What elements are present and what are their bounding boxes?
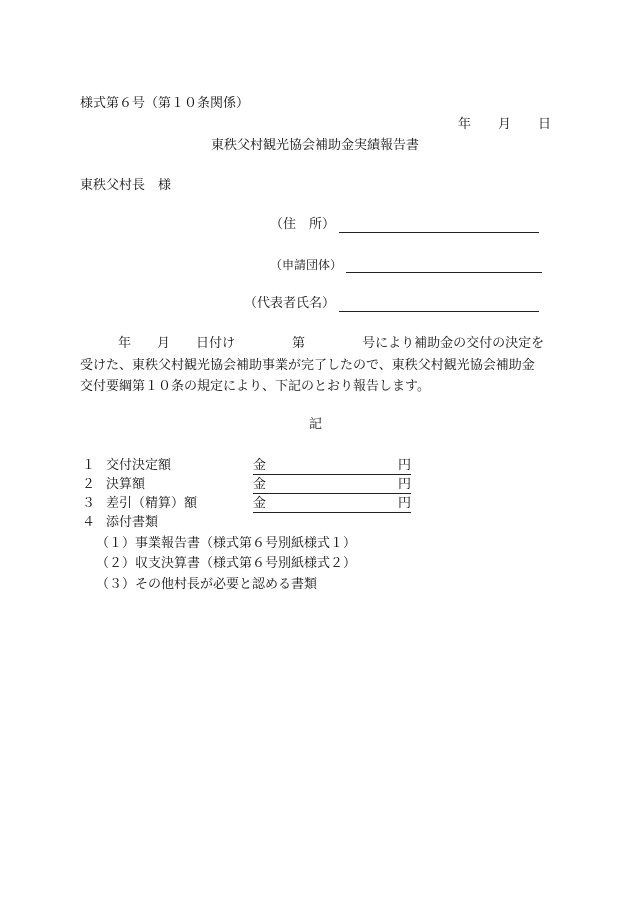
group-row [270,257,542,273]
attachments-row [82,515,158,531]
form-number: 様式第６号（第１０条関係） [80,96,250,111]
address-row [270,217,539,233]
body-line-2: 受けた、東秩父村観光協会補助事業が完了したので、東秩父村観光協会補助金 [80,358,535,373]
ki-heading: 記 [309,417,323,432]
amount-field[interactable] [253,496,411,513]
address-label: （住 所） [270,217,336,232]
amount-prefix: 金 [253,477,267,492]
date-month: 月 [498,117,512,132]
amount-field[interactable] [253,458,411,475]
amount-prefix: 金 [253,496,267,511]
date-line [458,117,551,133]
body-month: 月 [157,336,171,351]
address-field[interactable] [339,218,539,233]
item-number: ２ [82,477,96,492]
amount-unit: 円 [397,496,411,511]
date-year: 年 [458,117,472,132]
body-line-3: 交付要綱第１０条の規定により、下記のとおり報告します。 [80,379,430,394]
body-day-suffix: 日付け [196,336,236,351]
attachment-item-2: （２）収支決算書（様式第６号別紙様式２） [96,556,357,571]
item-number: ３ [82,496,96,511]
amount-unit: 円 [397,477,411,492]
date-day: 日 [538,117,552,132]
attachment-item-3: （３）その他村長が必要と認める書類 [96,577,318,592]
item-label: 決算額 [106,477,146,492]
addressee: 東秩父村長 様 [80,178,172,193]
attachment-item-1: （１）事業報告書（様式第６号別紙様式１） [96,536,357,551]
group-label: （申請団体） [270,258,343,272]
attachments-number: ４ [82,515,96,530]
representative-row [244,296,539,312]
amount-unit: 円 [397,458,411,473]
body-line-1 [118,336,544,352]
body-line-1-rest: 号により補助金の交付の決定を [362,336,545,351]
body-year: 年 [118,336,132,351]
representative-field[interactable] [339,297,539,312]
group-field[interactable] [346,258,542,273]
document-title: 東秩父村観光協会補助金実績報告書 [211,138,420,153]
amount-field[interactable] [253,477,411,494]
item-number: １ [82,458,96,473]
attachments-label: 添付書類 [106,515,159,530]
amount-prefix: 金 [253,458,267,473]
body-number-prefix: 第 [292,336,306,351]
item-label: 差引（精算）額 [106,496,198,511]
representative-label: （代表者氏名） [244,296,336,311]
item-label: 交付決定額 [106,458,172,473]
